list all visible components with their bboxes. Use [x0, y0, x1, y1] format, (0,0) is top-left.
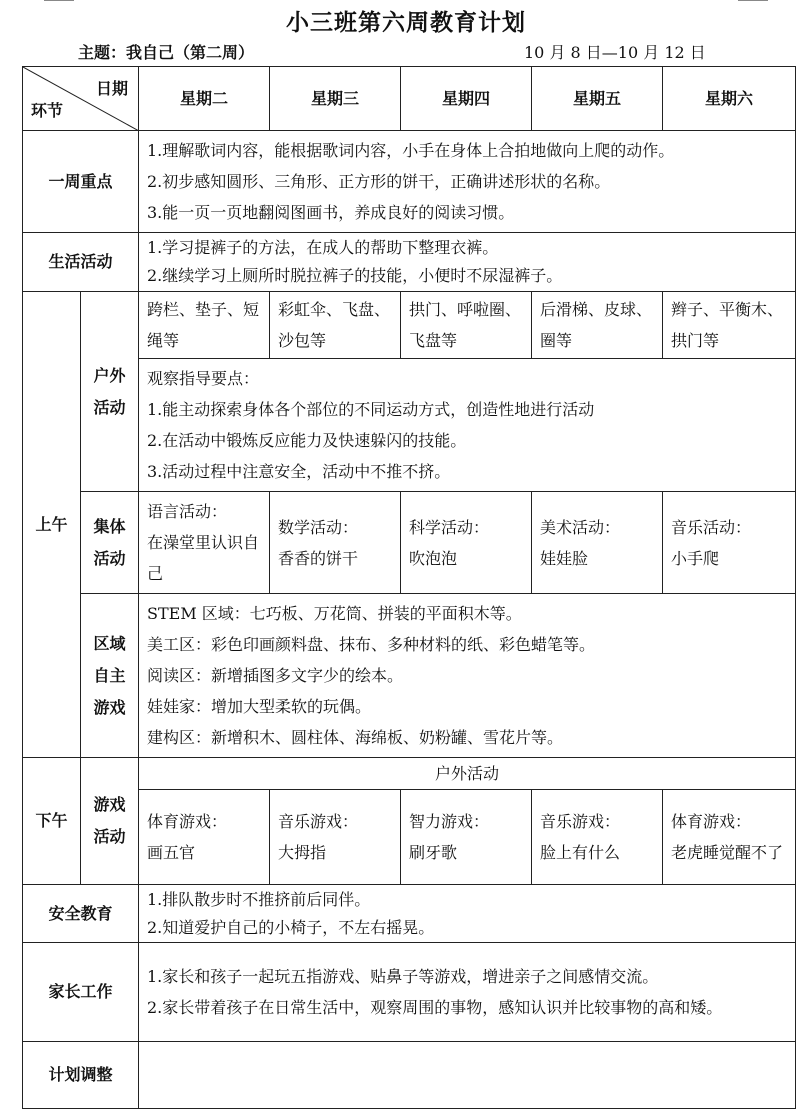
life-activity-label: 生活活动	[23, 233, 139, 292]
parents-item: 1.家长和孩子一起玩五指游戏、贴鼻子等游戏，增进亲子之间感情交流。	[147, 967, 659, 986]
parents-row	[23, 943, 796, 1042]
morning-label: 上午	[23, 292, 81, 758]
group-activity-wednesday: 数学活动： 香香的饼干	[270, 492, 401, 594]
parents-label: 家长工作	[23, 943, 139, 1042]
header-section-label: 环节	[31, 101, 64, 120]
equipment-thursday: 拱门、呼啦圈、飞盘等	[401, 292, 532, 359]
plan-table	[22, 66, 796, 1109]
equipment-friday: 后滑梯、皮球、圈等	[532, 292, 663, 359]
parents-item: 2.家长带着孩子在日常生活中，观察周围的事物，感知认识并比较事物的高和矮。	[147, 998, 723, 1017]
weekly-focus-label: 一周重点	[23, 131, 139, 233]
group-activity-friday: 美术活动： 娃娃脸	[532, 492, 663, 594]
page-corner-mark-left	[44, 0, 74, 1]
area-game-item: STEM 区域：七巧板、万花筒、拼装的平面积木等。	[147, 604, 522, 623]
area-game-item: 建构区：新增积木、圆柱体、海绵板、奶粉罐、雪花片等。	[147, 728, 564, 747]
area-game-content	[139, 594, 796, 758]
group-activity-saturday: 音乐活动： 小手爬	[663, 492, 796, 594]
day-thursday: 星期四	[401, 67, 532, 131]
game-saturday: 体育游戏： 老虎睡觉醒不了	[663, 790, 796, 885]
day-saturday: 星期六	[663, 67, 796, 131]
life-activity-content	[139, 233, 796, 292]
day-friday: 星期五	[532, 67, 663, 131]
group-activity-label: 集体 活动	[81, 492, 139, 594]
day-wednesday: 星期三	[270, 67, 401, 131]
game-tuesday: 体育游戏： 画五官	[139, 790, 270, 885]
weekly-focus-item: 2.初步感知圆形、三角形、正方形的饼干，正确讲述形状的名称。	[147, 172, 611, 191]
outdoor-guide-item: 1.能主动探索身体各个部位的不同运动方式，创造性地进行活动	[147, 400, 595, 419]
area-game-item: 娃娃家：增加大型柔软的玩偶。	[147, 697, 372, 716]
area-game-item: 美工区：彩色印画颜料盘、抹布、多种材料的纸、彩色蜡笔等。	[147, 635, 596, 654]
weekly-focus-row	[23, 131, 796, 233]
diagonal-header-cell	[23, 67, 139, 131]
subtitle-row	[0, 40, 812, 66]
group-activity-row	[23, 492, 796, 594]
weekly-focus-content	[139, 131, 796, 233]
area-game-row	[23, 594, 796, 758]
weekly-focus-item: 3.能一页一页地翻阅图画书，养成良好的阅读习惯。	[147, 203, 515, 222]
group-activity-tuesday: 语言活动： 在澡堂里认识自己	[139, 492, 270, 594]
page-corner-mark-right	[738, 0, 768, 1]
afternoon-games-row	[23, 790, 796, 885]
outdoor-guide-item: 观察指导要点：	[147, 369, 260, 388]
outdoor-activity-label: 户外 活动	[81, 292, 139, 492]
afternoon-outdoor-title: 户外活动	[139, 758, 796, 790]
date-range: 10 月 8 日—10 月 12 日	[524, 43, 706, 62]
outdoor-guide-row	[23, 359, 796, 492]
theme-label: 主题：我自己（第二周）	[78, 43, 255, 62]
game-thursday: 智力游戏： 刷牙歌	[401, 790, 532, 885]
header-row	[23, 67, 796, 131]
equipment-saturday: 辫子、平衡木、拱门等	[663, 292, 796, 359]
safety-content	[139, 885, 796, 943]
page-title: 小三班第六周教育计划	[286, 9, 526, 36]
header-date-label: 日期	[95, 79, 128, 98]
safety-label: 安全教育	[23, 885, 139, 943]
outdoor-guide-item: 3.活动过程中注意安全，活动中不推不挤。	[147, 462, 451, 481]
safety-item: 1.排队散步时不推挤前后同伴。	[147, 889, 371, 909]
game-wednesday: 音乐游戏： 大拇指	[270, 790, 401, 885]
game-activity-label: 游戏 活动	[81, 758, 139, 885]
game-friday: 音乐游戏： 脸上有什么	[532, 790, 663, 885]
outdoor-equipment-row	[23, 292, 796, 359]
group-activity-thursday: 科学活动： 吹泡泡	[401, 492, 532, 594]
weekly-focus-item: 1.理解歌词内容，能根据歌词内容，小手在身体上合拍地做向上爬的动作。	[147, 141, 675, 160]
area-game-label: 区域 自主 游戏	[81, 594, 139, 758]
area-game-item: 阅读区：新增插图多文字少的绘本。	[147, 666, 404, 685]
equipment-wednesday: 彩虹伞、飞盘、沙包等	[270, 292, 401, 359]
afternoon-title-row	[23, 758, 796, 790]
adjust-label: 计划调整	[23, 1042, 139, 1109]
life-activity-item: 2.继续学习上厕所时脱拉裤子的技能，小便时不尿湿裤子。	[147, 266, 563, 285]
life-activity-row	[23, 233, 796, 292]
safety-row	[23, 885, 796, 943]
outdoor-guide-item: 2.在活动中锻炼反应能力及快速躲闪的技能。	[147, 431, 467, 450]
parents-content	[139, 943, 796, 1042]
life-activity-item: 1.学习提裤子的方法，在成人的帮助下整理衣裤。	[147, 238, 499, 257]
equipment-tuesday: 跨栏、垫子、短绳等	[139, 292, 270, 359]
adjust-content	[139, 1042, 796, 1109]
outdoor-guide-content	[139, 359, 796, 492]
adjust-row	[23, 1042, 796, 1109]
day-tuesday: 星期二	[139, 67, 270, 131]
safety-item: 2.知道爱护自己的小椅子，不左右摇晃。	[147, 917, 435, 937]
afternoon-label: 下午	[23, 758, 81, 885]
